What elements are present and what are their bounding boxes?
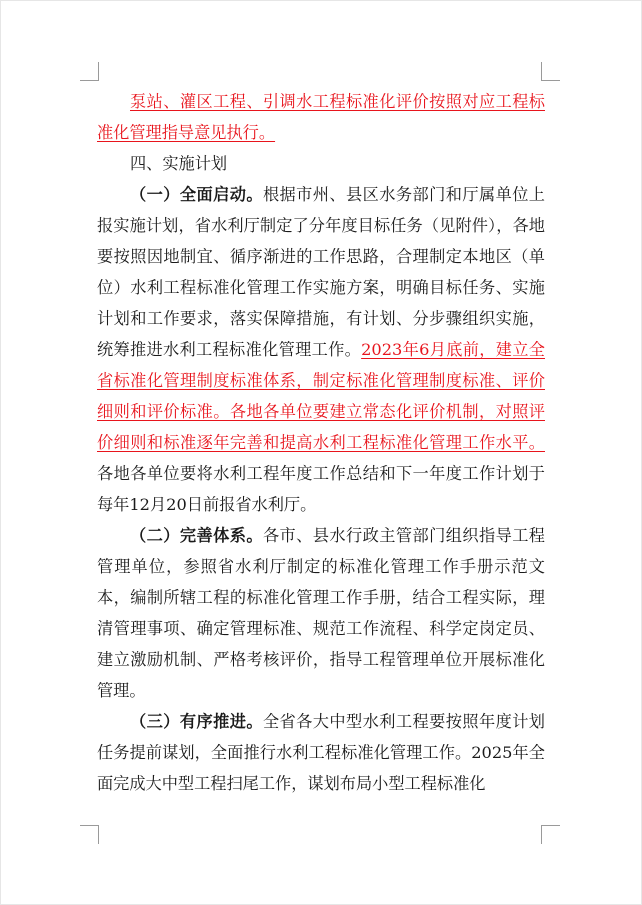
crop-mark-top-left: [80, 62, 99, 81]
paragraph-orderly-advance: [97, 706, 545, 799]
paragraph-text: 全省各大中型水利工程要按照年度计划任务提前谋划，全面推行水利工程标准化管理工作。2025年全面完成大中型工程扫尾工作，谋划布局小型工程标准化: [97, 712, 545, 793]
paragraph-lead: （二）完善体系。: [130, 526, 263, 545]
paragraph-text: 各市、县水行政主管部门组织指导工程管理单位，参照省水利厅制定的标准化管理工作手册示范文本，编制所辖工程的标准化管理工作手册，结合工程实际，理清管理事项、确定管理标准、规范工作流程、科学定岗定员、建立激励机制、严格考核评价，指导工程管理单位开展标准化管理。: [97, 526, 545, 700]
paragraph-improve-system: [97, 520, 545, 706]
paragraph-text: 根据市州、县区水务部门和厅属单位上报实施计划，省水利厅制定了分年度目标任务（见附件），各地要按照因地制宜、循序渐进的工作思路，合理制定本地区（单位）水利工程标准化管理工作实施方案，明确目标任务、实施计划和工作要求，落实保障措施，有计划、分步骤组织实施，统筹推进水利工程标准化管理工作。: [97, 185, 545, 359]
paragraph-pumping-stations: [97, 86, 545, 148]
revised-text: 2023年6月底前，建立全省标准化管理制度标准体系，制定标准化管理制度标准、评价细则和评价标准。各地各单位要建立常态化评价机制，对照评价细则和标准逐年完善和提高水利工程标准化管理工作水平。: [97, 340, 545, 452]
document-body: [97, 86, 545, 799]
paragraph-lead: （一）全面启动。: [130, 185, 263, 204]
section-heading: 四、实施计划: [130, 154, 228, 173]
paragraph-text-tail: 各地各单位要将水利工程年度工作总结和下一年度工作计划于每年12月20日前报省水利厅。: [97, 464, 545, 514]
paragraph-full-launch: [97, 179, 545, 520]
crop-mark-bottom-left: [80, 825, 99, 844]
crop-mark-top-right: [541, 62, 560, 81]
crop-mark-bottom-right: [541, 825, 560, 844]
revised-text: 泵站、灌区工程、引调水工程标准化评价按照对应工程标准化管理指导意见执行。: [97, 92, 545, 142]
paragraph-lead: （三）有序推进。: [130, 712, 263, 731]
